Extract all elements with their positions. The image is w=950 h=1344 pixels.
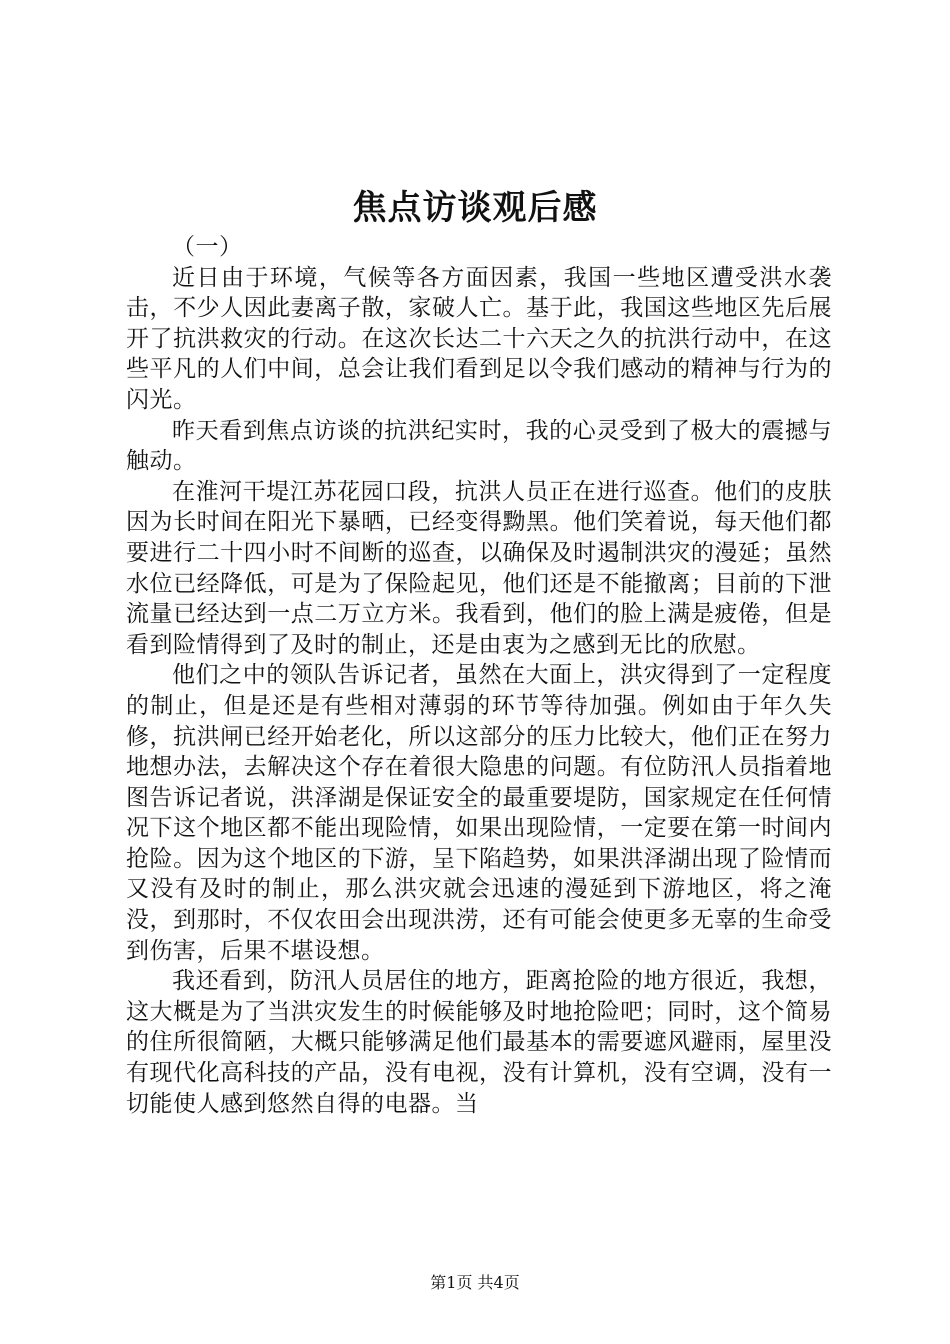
document-title: 焦点访谈观后感 bbox=[352, 188, 598, 228]
paragraph-3: 在淮河干堤江苏花园口段，抗洪人员正在进行巡查。他们的皮肤因为长时间在阳光下暴晒，已经变得黝黑。他们笑着说，每天他们都要进行二十四小时不间断的巡查，以确保及时遏制洪灾的漫延；虽然水位已经降低，可是为了保险起见，他们还是不能撤离；目前的下泄流量已经达到一点二万立方米。我看到，他们的脸上满是疲倦，但是看到险情得到了及时的制止，还是由衷为之感到无比的欣慰。 bbox=[126, 478, 832, 658]
section-label: （一） bbox=[172, 234, 243, 260]
paragraph-5: 我还看到，防汛人员居住的地方，距离抢险的地方很近，我想，这大概是为了当洪灾发生的时候能够及时地抢险吧；同时，这个简易的住所很简陋，大概只能够满足他们最基本的需要遮风避雨，屋里没有现代化高科技的产品，没有电视，没有计算机，没有空调，没有一切能使人感到悠然自得的电器。当 bbox=[126, 968, 832, 1117]
paragraph-1: 近日由于环境，气候等各方面因素，我国一些地区遭受洪水袭击，不少人因此妻离子散，家破人亡。基于此，我国这些地区先后展开了抗洪救灾的行动。在这次长达二十六天之久的抗洪行动中，在这些平凡的人们中间，总会让我们看到足以令我们感动的精神与行为的闪光。 bbox=[126, 264, 832, 413]
paragraph-4: 他们之中的领队告诉记者，虽然在大面上，洪灾得到了一定程度的制止，但是还是有些相对薄弱的环节等待加强。例如由于年久失修，抗洪闸已经开始老化，所以这部分的压力比较大，他们正在努力地想办法，去解决这个存在着很大隐患的问题。有位防汛人员指着地图告诉记者说，洪泽湖是保证安全的最重要堤防，国家规定在任何情况下这个地区都不能出现险情，如果出现险情，一定要在第一时间内抢险。因为这个地区的下游，呈下陷趋势，如果洪泽湖出现了险情而又没有及时的制止，那么洪灾就会迅速的漫延到下游地区，将之淹没，到那时，不仅农田会出现洪涝，还有可能会使更多无辜的生命受到伤害，后果不堪设想。 bbox=[126, 662, 832, 964]
page-footer: 第1页 共4页 bbox=[430, 1273, 520, 1292]
paragraph-2: 昨天看到焦点访谈的抗洪纪实时，我的心灵受到了极大的震撼与触动。 bbox=[126, 417, 832, 475]
document-body bbox=[126, 232, 832, 1119]
